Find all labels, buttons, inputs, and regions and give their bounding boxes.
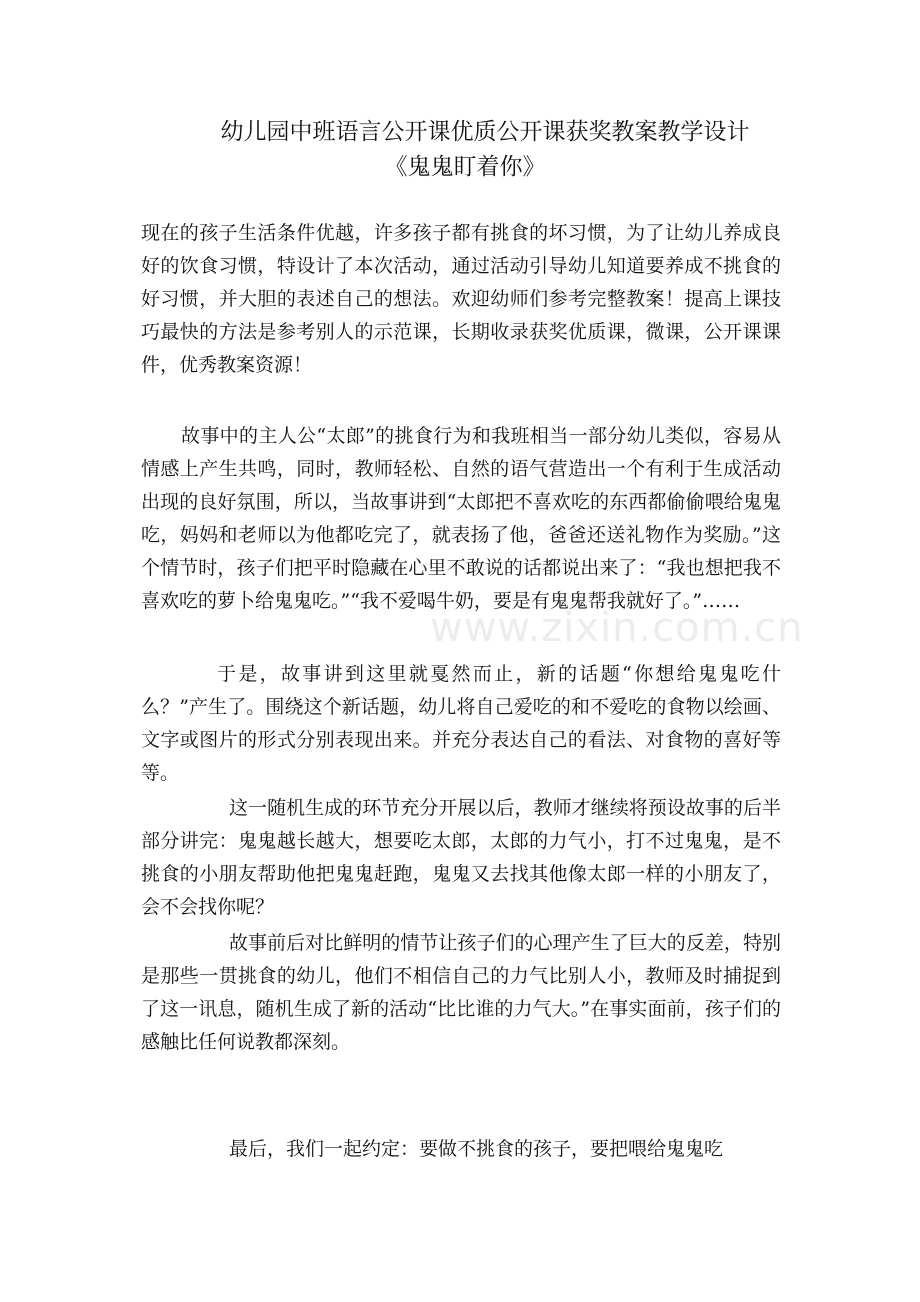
document-subtitle: 《鬼鬼盯着你》 [384, 154, 546, 180]
body-paragraph-1: 故事中的主人公“太郎”的挑食行为和我班相当一部分幼儿类似，容易从情感上产生共鸣，同时，教师轻松、自然的语气营造出一个有利于生成活动出现的良好氛围，所以，当故事讲到“太郎把不喜欢吃的东西都偷偷喂给鬼鬼吃，妈妈和老师以为他都吃完了，就表扬了他，爸爸还送礼物作为奖励。”这个情节时，孩子们把平时隐藏在心里不敢说的话都说出来了：“我也想把我不喜欢吃的萝卜给鬼鬼吃。”“我不爱喝牛奶，要是有鬼鬼帮我就好了。”…… [141, 425, 781, 612]
watermark: www.zixin.com.cn [430, 605, 804, 651]
body-paragraph-3: 这一随机生成的环节充分开展以后，教师才继续将预设故事的后半部分讲完：鬼鬼越长越大，想要吃太郎，太郎的力气小，打不过鬼鬼，是不挑食的小朋友帮助他把鬼鬼赶跑，鬼鬼又去找其他像太郎一样的小朋友了，会不会找你呢？ [141, 797, 781, 918]
body-paragraph-5: 最后，我们一起约定：要做不挑食的孩子，要把喂给鬼鬼吃 [229, 1138, 724, 1160]
intro-paragraph: 现在的孩子生活条件优越，许多孩子都有挑食的坏习惯，为了让幼儿养成良好的饮食习惯，特设计了本次活动，通过活动引导幼儿知道要养成不挑食的好习惯，并大胆的表述自己的想法。欢迎幼师们参考完整教案！提高上课技巧最快的方法是参考别人的示范课，长期收录获奖优质课，微课，公开课课件，优秀教案资源！ [141, 222, 781, 376]
body-paragraph-2: 于是，故事讲到这里就戛然而止，新的话题“你想给鬼鬼吃什么？”产生了。围绕这个新话题，幼儿将自己爱吃的和不爱吃的食物以绘画、文字或图片的形式分别表现出来。并充分表达自己的看法、对食物的喜好等等。 [141, 663, 781, 784]
body-paragraph-4: 故事前后对比鲜明的情节让孩子们的心理产生了巨大的反差，特别是那些一贯挑食的幼儿，他们不相信自己的力气比别人小，教师及时捕捉到了这一讯息，随机生成了新的活动“比比谁的力气大。”在事实面前，孩子们的感触比任何说教都深刻。 [141, 932, 781, 1053]
document-title: 幼儿园中班语言公开课优质公开课获奖教案教学设计 [220, 119, 750, 145]
